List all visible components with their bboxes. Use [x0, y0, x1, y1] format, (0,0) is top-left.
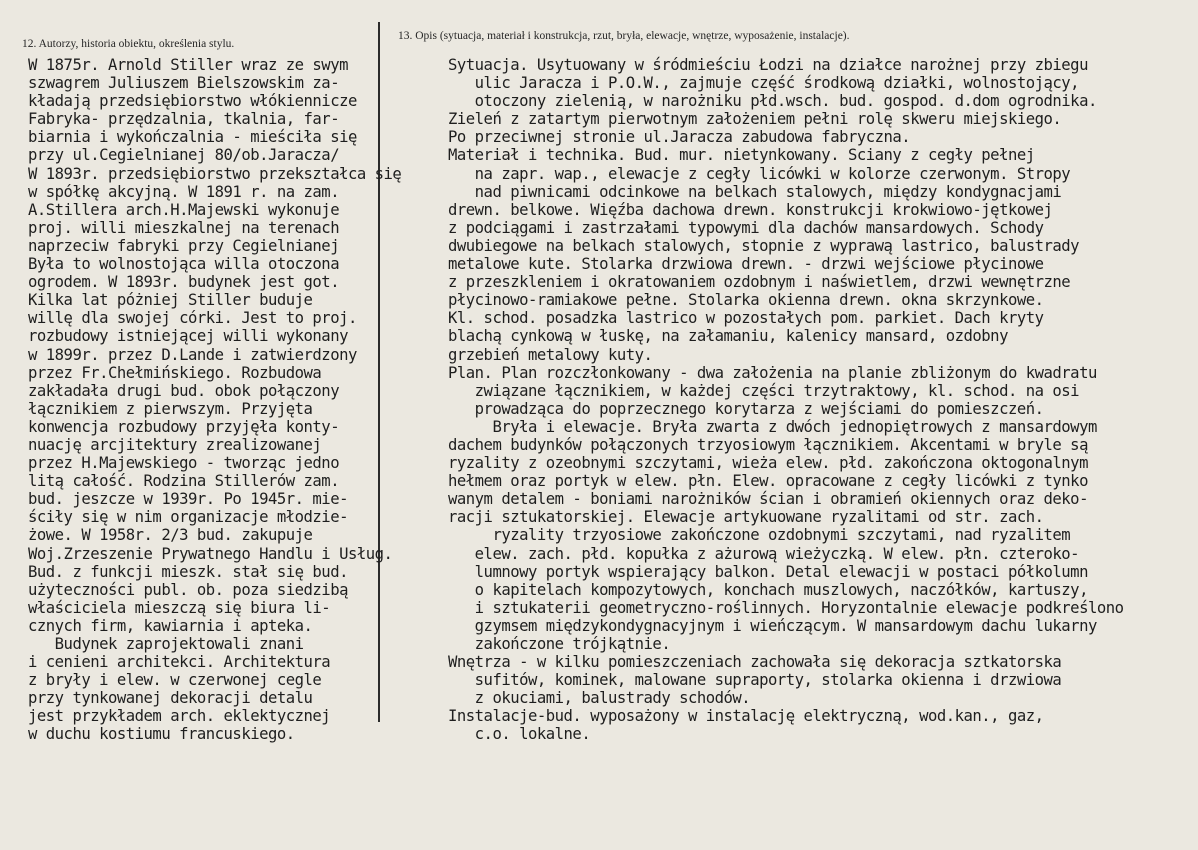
history-text-line: konwencja rozbudowy przyjęła konty- [28, 417, 340, 436]
history-text-line: łącznikiem z pierwszym. Przyjęta [28, 399, 313, 418]
description-text-line: Zieleń z zatartym pierwotnym założeniem pełni rolę skweru miejskiego. [448, 110, 1062, 129]
history-text-line: ściły się w nim organizacje młodzie- [28, 508, 348, 527]
history-text-line: kładają przedsiębiorstwo włókiennicze [28, 92, 357, 111]
description-text-line: hełmem oraz portyk w elew. płn. Elew. opracowane z cegły licówki z tynko [448, 472, 1088, 491]
history-text-line: szwagrem Juliuszem Bielszowskim za- [28, 74, 340, 93]
history-text-line: bud. jeszcze w 1939r. Po 1945r. mie- [28, 490, 348, 509]
history-text-line: Bud. z funkcji mieszk. stał się bud. [28, 562, 348, 581]
description-text-line: gzymsem międzykondygnacyjnym i wieńczącym. W mansardowym dachu lukarny [448, 616, 1097, 635]
history-text-line: przy ul.Cegielnianej 80/ob.Jaracza/ [28, 146, 340, 165]
history-text-line: właściciela mieszczą się biura li- [28, 598, 331, 617]
description-text-line: nad piwnicami odcinkowe na belkach stalowych, między kondygnacjami [448, 182, 1062, 201]
history-text-line: willę dla swojej córki. Jest to proj. [28, 309, 357, 328]
history-text-line: użyteczności publ. ob. poza siedzibą [28, 580, 348, 599]
description-text-line: i sztukaterii geometryczno-roślinnych. Horyzontalnie elewacje podkreślono [448, 598, 1124, 617]
description-text-line: Materiał i technika. Bud. mur. nietynkowany. Sciany z cegły pełnej [448, 146, 1035, 165]
history-text-line: przez Fr.Chełmińskiego. Rozbudowa [28, 363, 322, 382]
description-text-line: lumnowy portyk wspierający balkon. Detal elewacji w postaci półkolumn [448, 562, 1088, 581]
history-text-line: litą całość. Rodzina Stillerów zam. [28, 472, 340, 491]
history-text-line: w duchu kostiumu francuskiego. [28, 725, 295, 744]
history-text-column [28, 56, 428, 744]
description-text-line: o kapitelach kompozytowych, konchach muszlowych, naczółków, kartuszy, [448, 580, 1088, 599]
history-text-line: proj. willi mieszkalnej na terenach [28, 218, 340, 237]
history-text-line: i cenieni architekci. Architektura [28, 653, 331, 672]
history-text-line: Woj.Zrzeszenie Prywatnego Handlu i Usług. [28, 544, 393, 563]
description-text-line: Sytuacja. Usytuowany w śródmieściu Łodzi na działce narożnej przy zbiegu [448, 56, 1088, 74]
description-text-line: grzebień metalowy kuty. [448, 345, 653, 364]
description-text-line: elew. zach. płd. kopułka z ażurową wieżyczką. W elew. płn. czteroko- [448, 544, 1080, 563]
history-text-line: Fabryka- przędzalnia, tkalnia, far- [28, 110, 340, 129]
description-text-line: Kl. schod. posadzka lastrico w pozostałych pom. parkiet. Dach kryty [448, 309, 1044, 328]
history-text-line: ogrodem. W 1893r. budynek jest got. [28, 273, 340, 292]
description-text-line: wanym detalem - boniami narożników ścian i obramień okiennych oraz deko- [448, 490, 1088, 509]
description-text-line: Bryła i elewacje. Bryła zwarta z dwóch jednopiętrowych z mansardowym [448, 417, 1097, 436]
history-text-line: przy tynkowanej dekoracji detalu [28, 689, 313, 708]
description-text-line: dwubiegowe na belkach stalowych, stopnie z wyprawą lastrico, balustrady [448, 236, 1080, 255]
description-text-line: związane łącznikiem, w każdej części trzytraktowy, kl. schod. na osi [448, 381, 1080, 400]
right-column-header: 13. Opis (sytuacja, materiał i konstrukcja, rzut, bryła, elewacje, wnętrze, wyposażenie, instalacje). [398, 30, 850, 42]
history-text-line: z bryły i elew. w czerwonej cegle [28, 671, 322, 690]
description-text-line: Instalacje-bud. wyposażony w instalację elektryczną, wod.kan., gaz, [448, 707, 1044, 726]
description-text-line: płycinowo-ramiakowe pełne. Stolarka okienna drewn. okna skrzynkowe. [448, 291, 1044, 310]
history-text-line: w spółkę akcyjną. W 1891 r. na zam. [28, 182, 340, 201]
history-text-line: naprzeciw fabryki przy Cegielnianej [28, 236, 340, 255]
history-text-line: rozbudowy istniejącej willi wykonany [28, 327, 348, 346]
history-text-line: Budynek zaprojektowali znani [28, 635, 304, 653]
description-text-line: ryzality z ozeobnymi szczytami, wieża elew. płd. zakończona oktogonalnym [448, 454, 1088, 473]
history-text-line: nuację arcjitektury zrealizowanej [28, 435, 322, 454]
description-text-line: Wnętrza - w kilku pomieszczeniach zachowała się dekoracja sztkatorska [448, 653, 1062, 672]
description-text-column [448, 56, 1192, 744]
description-text-line: zakończone trójkątnie. [448, 635, 671, 653]
history-text-line: żowe. W 1958r. 2/3 bud. zakupuje [28, 526, 313, 545]
history-text-line: biarnia i wykończalnia - mieściła się [28, 128, 357, 147]
description-text-line: Plan. Plan rozczłonkowany - dwa założenia na planie zbliżonym do kwadratu [448, 363, 1097, 382]
description-text-line: z okuciami, balustrady schodów. [448, 689, 751, 708]
description-text-line: ryzality trzyosiowe zakończone ozdobnymi szczytami, nad ryzalitem [448, 526, 1071, 545]
history-text-line: w 1899r. przez D.Lande i zatwierdzony [28, 345, 357, 364]
description-text-line: racji sztukatorskiej. Elewacje artykuowane ryzalitami od str. zach. [448, 508, 1044, 527]
description-text-line: drewn. belkowe. Więźba dachowa drewn. konstrukcji krokwiowo-jętkowej [448, 200, 1053, 219]
description-text-line: ulic Jaracza i P.O.W., zajmuje część środkową działki, wolnostojący, [448, 74, 1080, 93]
history-text-line: jest przykładem arch. eklektycznej [28, 707, 331, 726]
history-text-line: przez H.Majewskiego - tworząc jedno [28, 454, 340, 473]
description-text-line: Po przeciwnej stronie ul.Jaracza zabudowa fabryczna. [448, 128, 911, 147]
history-text-line: zakładała drugi bud. obok połączony [28, 381, 340, 400]
history-text-line: W 1893r. przedsiębiorstwo przekształca się [28, 164, 402, 183]
description-text-line: metalowe kute. Stolarka drzwiowa drewn. - drzwi wejściowe płycinowe [448, 255, 1044, 274]
description-text-line: na zapr. wap., elewacje z cegły licówki w kolorze czerwonym. Stropy [448, 164, 1071, 183]
description-text-line: c.o. lokalne. [448, 725, 591, 744]
history-text-line: cznych firm, kawiarnia i apteka. [28, 616, 313, 635]
description-text-line: z podciągami i zastrzałami typowymi dla dachów mansardowych. Schody [448, 218, 1044, 237]
description-text-line: z przeszkleniem i okratowaniem ozdobnym i naświetlem, drzwi wewnętrzne [448, 273, 1071, 292]
history-text-line: A.Stillera arch.H.Majewski wykonuje [28, 200, 340, 219]
history-text-line: Była to wolnostojąca willa otoczona [28, 255, 340, 274]
description-text-line: blachą cynkową w łuskę, na załamaniu, kalenicy mansard, ozdobny [448, 327, 1008, 346]
left-column-header: 12. Autorzy, historia obiektu, określenia stylu. [22, 38, 235, 50]
history-text-line: W 1875r. Arnold Stiller wraz ze swym [28, 56, 348, 74]
description-text-line: prowadząca do poprzecznego korytarza z wejściami do pomieszczeń. [448, 399, 1044, 418]
description-text-line: sufitów, kominek, malowane supraporty, stolarka okienna i drzwiowa [448, 671, 1062, 690]
history-text-line: Kilka lat póżniej Stiller buduje [28, 291, 313, 310]
description-text-line: dachem budynków połączonych trzyosiowym łącznikiem. Akcentami w bryle są [448, 435, 1088, 454]
description-text-line: otoczony zielenią, w narożniku płd.wsch. bud. gospod. d.dom ogrodnika. [448, 92, 1097, 111]
